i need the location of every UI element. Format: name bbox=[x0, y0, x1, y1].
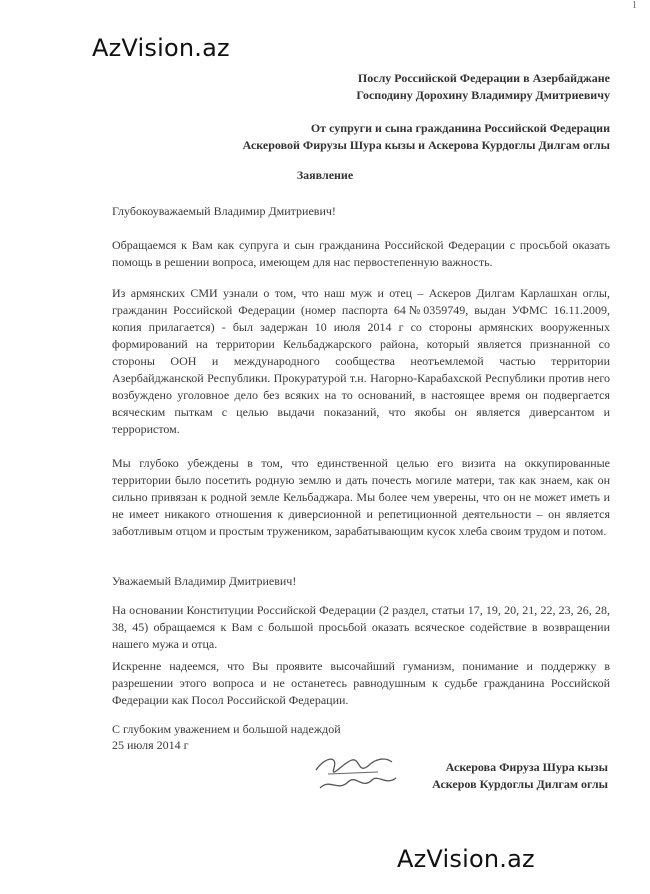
sender-block bbox=[243, 120, 610, 154]
addressee-block bbox=[356, 70, 610, 104]
signatory-1: Аскерова Фируза Шура кызы bbox=[445, 760, 608, 774]
signatories-block bbox=[432, 759, 608, 793]
paragraph-5: Искренне надеемся, что Вы проявите высочайший гуманизм, понимание и поддержку в разрешении этого вопроса и не останетесь равнодушным к судьбе гражданина Российской Федерации как Посол Российской Федерации. bbox=[112, 659, 610, 707]
paragraph-3: Мы глубоко убеждены в том, что единственной целью его визита на оккупированные территории было посетить родную землю и дать почесть могиле матери, так как знаем, как он сильно привязан к родной земле Кельбаджара. Мы более чем уверены, что он не может иметь и не имеет никакого отношения к диверсионной и репетиционной деятельности – он является заботливым отцом и простым тружеником, зарабатывающим кусок хлеба своим трудом и потом. bbox=[112, 456, 610, 538]
paragraph-2: Из армянских СМИ узнали о том, что наш муж и отец – Аскеров Дилгам Карлашхан оглы, гражданин Российской Федерации (номер паспорта 64№0359749, выдан УФМС 16.11.2009, копия прилагается) - был задержан 10 июля 2014 г со стороны армянских вооруженных формирований на территории Кельбаджарского района, который является признанной со стороны ООН и международного сообщества неотъемлемой частью территории Азербайджанской Республики. Прокуратурой т.н. Нагорно-Карабахской Республики против него возбуждено уголовное дело без всяких на то оснований, в настоящее время он подвергается всяческим пыткам с целью выдачи показаний, что якобы он является диверсантом и террористом. bbox=[112, 286, 610, 436]
addressee-line-2: Господину Дорохину Владимиру Дмитриевичу bbox=[356, 88, 610, 102]
sender-line-2: Аскеровой Фирузы Шура кызы и Аскерова Курдоглы Дилгам оглы bbox=[242, 138, 610, 152]
watermark-bottom: AzVision.az bbox=[397, 845, 535, 873]
salutation-1: Глубокоуважаемый Владимир Дмитриевич! bbox=[112, 204, 336, 218]
watermark-top: AzVision.az bbox=[92, 34, 230, 62]
paragraph-4: На основании Конституции Российской Федерации (2 раздел, статьи 17, 19, 20, 21, 22, 23, 26, 28, 38, 45) обращаемся к Вам с большой просьбой оказать всяческое содействие в возвращении нашего мужа и отца. bbox=[112, 603, 610, 651]
letter-date: 25 июля 2014 г bbox=[112, 738, 189, 752]
paragraph-1: Обращаемся к Вам как супруга и сын гражданина Российской Федерации с просьбой оказать помощь в решении вопроса, имеющем для нас первостепенную важность. bbox=[112, 238, 610, 269]
corner-mark: 1 bbox=[632, 0, 637, 11]
addressee-line-1: Послу Российской Федерации в Азербайджане bbox=[357, 71, 610, 85]
salutation-2: Уважаемый Владимир Дмитриевич! bbox=[112, 574, 297, 588]
closing-line: С глубоким уважением и большой надеждой bbox=[112, 722, 341, 736]
signatory-2: Аскеров Курдоглы Дилгам оглы bbox=[432, 777, 608, 791]
document-title: Заявление bbox=[296, 168, 354, 182]
handwritten-signature bbox=[308, 748, 408, 798]
sender-line-1: От супруги и сына гражданина Российской Федерации bbox=[310, 121, 610, 135]
